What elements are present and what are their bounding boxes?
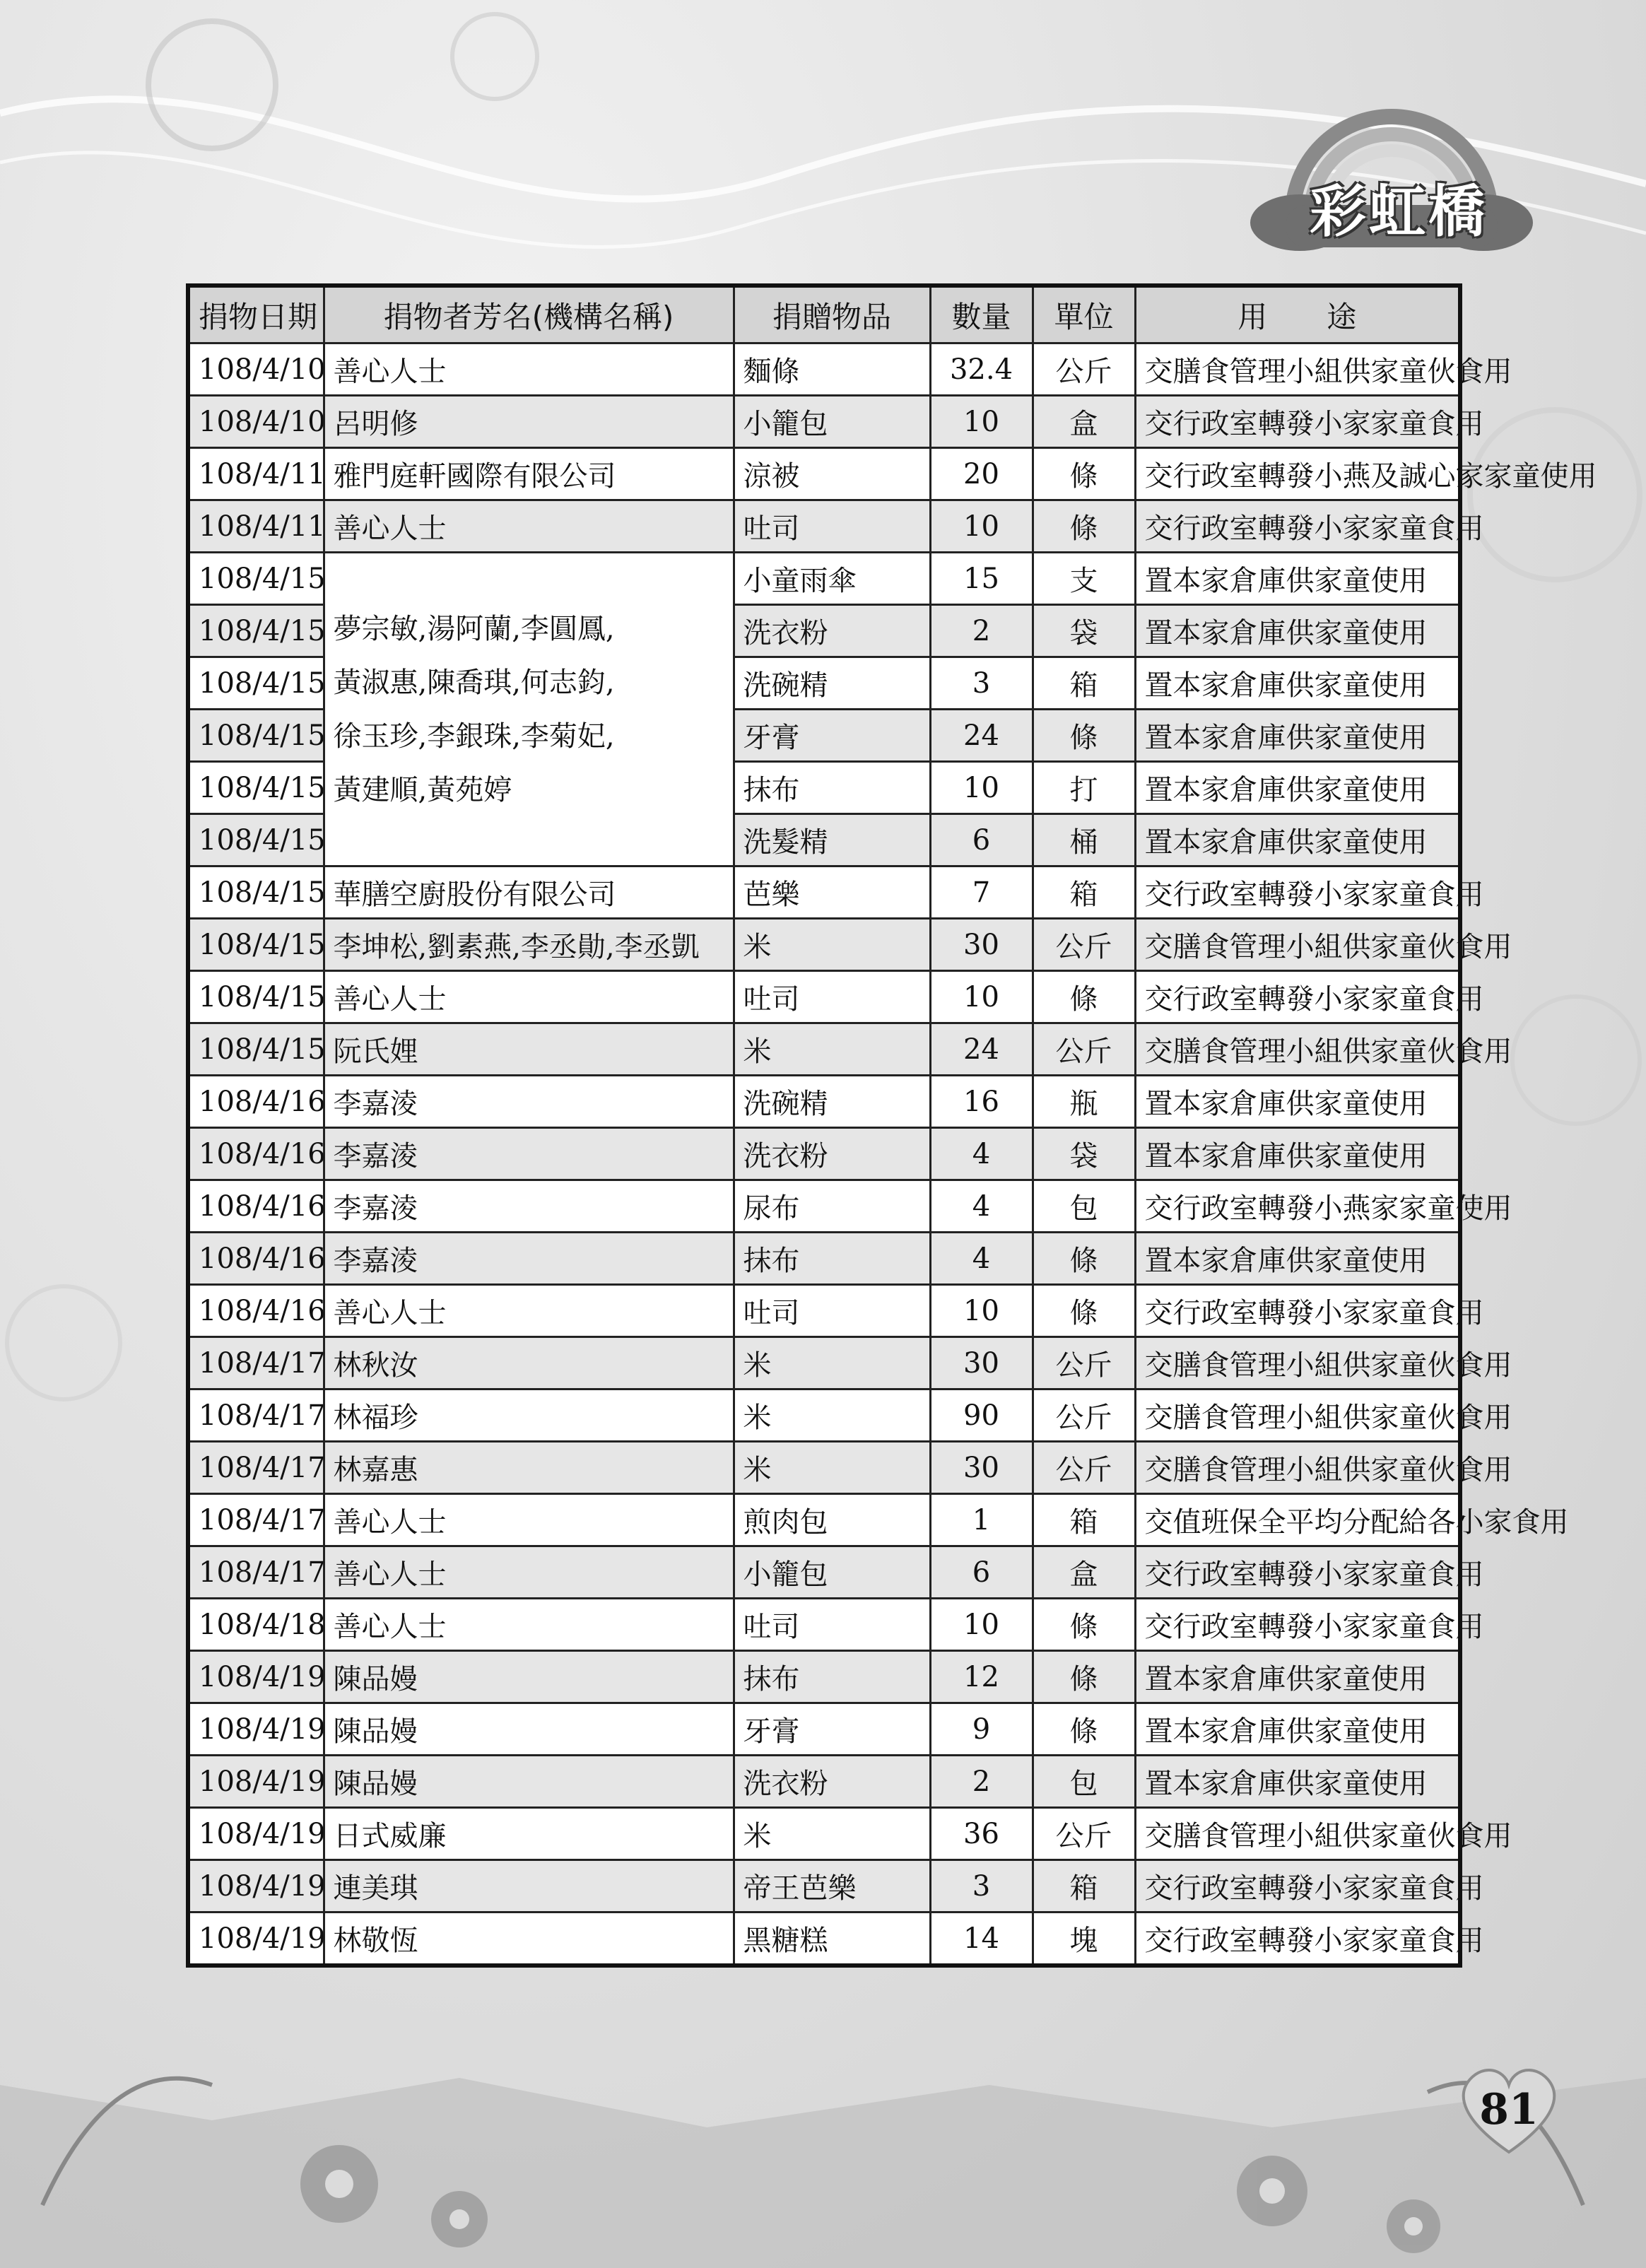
cell-unit: 包 [1033, 1180, 1135, 1233]
cell-donor: 林敬恆 [324, 1912, 734, 1966]
cell-date: 108/4/17 [188, 1442, 324, 1494]
cell-donor: 林嘉惠 [324, 1442, 734, 1494]
donation-table [186, 283, 1597, 1968]
cell-date: 108/4/19 [188, 1703, 324, 1756]
table-row [188, 396, 1460, 448]
table-row [188, 866, 1460, 919]
cell-item: 小童雨傘 [734, 553, 930, 605]
cell-date: 108/4/16 [188, 1233, 324, 1285]
cell-use: 置本家倉庫供家童使用 [1135, 553, 1460, 605]
cell-donor: 呂明修 [324, 396, 734, 448]
cell-donor: 善心人士 [324, 1285, 734, 1337]
page-number: 81 [1479, 2085, 1539, 2134]
cell-unit: 塊 [1033, 1912, 1135, 1966]
cell-date: 108/4/15 [188, 866, 324, 919]
cell-qty: 2 [930, 605, 1033, 657]
cell-qty: 3 [930, 657, 1033, 710]
table-row [188, 1023, 1460, 1076]
cell-use: 交膳食管理小組供家童伙食用 [1135, 1023, 1460, 1076]
cell-donor-group [324, 553, 734, 866]
cell-use: 交行政室轉發小家家童食用 [1135, 1546, 1460, 1599]
cell-unit: 瓶 [1033, 1076, 1135, 1128]
donor-group-line: 黃淑惠,陳喬琪,何志鈞, [333, 666, 615, 699]
cell-qty: 16 [930, 1076, 1033, 1128]
cell-date: 108/4/17 [188, 1546, 324, 1599]
cell-qty: 36 [930, 1808, 1033, 1860]
cell-donor: 善心人士 [324, 343, 734, 396]
table-row [188, 971, 1460, 1023]
cell-item: 洗衣粉 [734, 1128, 930, 1180]
cell-donor: 林秋汝 [324, 1337, 734, 1389]
header-qty: 數量 [930, 286, 1033, 343]
donor-group-line: 徐玉珍,李銀珠,李菊妃, [333, 719, 615, 753]
cell-use: 交值班保全平均分配給各小家食用 [1135, 1494, 1460, 1546]
cell-qty: 1 [930, 1494, 1033, 1546]
table-row [188, 1285, 1460, 1337]
cell-use: 交膳食管理小組供家童伙食用 [1135, 1389, 1460, 1442]
cell-use: 交行政室轉發小家家童食用 [1135, 866, 1460, 919]
cell-unit: 條 [1033, 1599, 1135, 1651]
cell-unit: 包 [1033, 1756, 1135, 1808]
cell-use: 交行政室轉發小家家童食用 [1135, 1599, 1460, 1651]
cell-donor: 善心人士 [324, 1494, 734, 1546]
cell-donor: 雅門庭軒國際有限公司 [324, 448, 734, 500]
table-body [188, 343, 1597, 1966]
cell-date: 108/4/15 [188, 971, 324, 1023]
cell-item: 洗碗精 [734, 1076, 930, 1128]
cell-unit: 袋 [1033, 1128, 1135, 1180]
cell-use: 交行政室轉發小家家童食用 [1135, 1912, 1460, 1966]
cell-unit: 條 [1033, 500, 1135, 553]
cell-item: 米 [734, 1389, 930, 1442]
cell-use: 交膳食管理小組供家童伙食用 [1135, 1442, 1460, 1494]
cell-item: 芭樂 [734, 866, 930, 919]
cell-item: 抹布 [734, 762, 930, 814]
cell-date: 108/4/15 [188, 1023, 324, 1076]
cell-unit: 盒 [1033, 396, 1135, 448]
cell-unit: 公斤 [1033, 1337, 1135, 1389]
cell-item: 煎肉包 [734, 1494, 930, 1546]
table-row [188, 1703, 1460, 1756]
cell-use: 置本家倉庫供家童使用 [1135, 762, 1460, 814]
cell-item: 小籠包 [734, 396, 930, 448]
cell-item: 吐司 [734, 971, 930, 1023]
cell-item: 米 [734, 1442, 930, 1494]
cell-date: 108/4/11 [188, 448, 324, 500]
cell-item: 抹布 [734, 1233, 930, 1285]
cell-use: 置本家倉庫供家童使用 [1135, 710, 1460, 762]
cell-item: 米 [734, 1337, 930, 1389]
cell-donor: 善心人士 [324, 1546, 734, 1599]
cell-item: 吐司 [734, 1285, 930, 1337]
cell-unit: 公斤 [1033, 343, 1135, 396]
cell-unit: 公斤 [1033, 1442, 1135, 1494]
cell-item: 米 [734, 1023, 930, 1076]
cell-qty: 3 [930, 1860, 1033, 1912]
cell-qty: 30 [930, 1442, 1033, 1494]
cell-qty: 10 [930, 762, 1033, 814]
cell-donor: 善心人士 [324, 500, 734, 553]
cell-use: 交膳食管理小組供家童伙食用 [1135, 1808, 1460, 1860]
cell-donor: 日式威廉 [324, 1808, 734, 1860]
cell-date: 108/4/15 [188, 762, 324, 814]
cell-item: 洗髮精 [734, 814, 930, 866]
table-row [188, 1808, 1460, 1860]
cell-unit: 桶 [1033, 814, 1135, 866]
cell-unit: 箱 [1033, 866, 1135, 919]
table-row [188, 343, 1460, 396]
cell-unit: 袋 [1033, 605, 1135, 657]
cell-use: 置本家倉庫供家童使用 [1135, 605, 1460, 657]
cell-use: 交膳食管理小組供家童伙食用 [1135, 1337, 1460, 1389]
cell-date: 108/4/17 [188, 1337, 324, 1389]
cell-qty: 10 [930, 396, 1033, 448]
cell-qty: 9 [930, 1703, 1033, 1756]
header-use: 用 途 [1135, 286, 1460, 343]
cell-item: 洗碗精 [734, 657, 930, 710]
table-row [188, 1128, 1460, 1180]
cell-date: 108/4/17 [188, 1494, 324, 1546]
cell-date: 108/4/15 [188, 553, 324, 605]
cell-qty: 90 [930, 1389, 1033, 1442]
table-row [188, 553, 1460, 605]
cell-use: 置本家倉庫供家童使用 [1135, 1076, 1460, 1128]
cell-unit: 公斤 [1033, 1023, 1135, 1076]
table-row [188, 1651, 1460, 1703]
cell-donor: 李嘉淩 [324, 1076, 734, 1128]
cell-use: 置本家倉庫供家童使用 [1135, 1756, 1460, 1808]
cell-unit: 箱 [1033, 1860, 1135, 1912]
cell-donor: 陳品嫚 [324, 1651, 734, 1703]
cell-date: 108/4/16 [188, 1180, 324, 1233]
cell-date: 108/4/16 [188, 1076, 324, 1128]
cell-use: 交行政室轉發小燕及誠心家家童使用 [1135, 448, 1460, 500]
cell-date: 108/4/15 [188, 919, 324, 971]
cell-date: 108/4/19 [188, 1756, 324, 1808]
cell-unit: 箱 [1033, 1494, 1135, 1546]
header-date: 捐物日期 [188, 286, 324, 343]
cell-use: 交行政室轉發小家家童食用 [1135, 396, 1460, 448]
cell-qty: 14 [930, 1912, 1033, 1966]
cell-donor: 阮氏娌 [324, 1023, 734, 1076]
cell-donor: 陳品嫚 [324, 1756, 734, 1808]
cell-date: 108/4/19 [188, 1651, 324, 1703]
cell-date: 108/4/16 [188, 1128, 324, 1180]
cell-date: 108/4/19 [188, 1808, 324, 1860]
cell-qty: 6 [930, 814, 1033, 866]
cell-use: 置本家倉庫供家童使用 [1135, 814, 1460, 866]
cell-donor: 陳品嫚 [324, 1703, 734, 1756]
cell-donor: 善心人士 [324, 1599, 734, 1651]
cell-qty: 30 [930, 1337, 1033, 1389]
cell-item: 吐司 [734, 500, 930, 553]
cell-unit: 條 [1033, 971, 1135, 1023]
table-row [188, 1442, 1460, 1494]
cell-date: 108/4/15 [188, 814, 324, 866]
cell-qty: 4 [930, 1180, 1033, 1233]
cell-qty: 10 [930, 1599, 1033, 1651]
cell-use: 置本家倉庫供家童使用 [1135, 1703, 1460, 1756]
cell-unit: 條 [1033, 1703, 1135, 1756]
cell-use: 交行政室轉發小家家童食用 [1135, 1285, 1460, 1337]
cell-item: 洗衣粉 [734, 605, 930, 657]
table-row [188, 1076, 1460, 1128]
cell-qty: 24 [930, 710, 1033, 762]
logo-text: 彩虹橋 [1310, 179, 1488, 245]
cell-donor: 華膳空廚股份有限公司 [324, 866, 734, 919]
table-row [188, 1599, 1460, 1651]
cell-unit: 公斤 [1033, 919, 1135, 971]
cell-date: 108/4/18 [188, 1599, 324, 1651]
cell-date: 108/4/16 [188, 1285, 324, 1337]
cell-donor: 李嘉淩 [324, 1128, 734, 1180]
cell-qty: 20 [930, 448, 1033, 500]
cell-qty: 32.4 [930, 343, 1033, 396]
cell-qty: 30 [930, 919, 1033, 971]
cell-unit: 箱 [1033, 657, 1135, 710]
cell-use: 交行政室轉發小燕家家童使用 [1135, 1180, 1460, 1233]
cell-use: 置本家倉庫供家童使用 [1135, 1651, 1460, 1703]
cell-unit: 公斤 [1033, 1808, 1135, 1860]
cell-donor: 李嘉淩 [324, 1233, 734, 1285]
cell-date: 108/4/19 [188, 1912, 324, 1966]
table-header-row [188, 286, 1460, 343]
cell-item: 吐司 [734, 1599, 930, 1651]
cell-date: 108/4/15 [188, 710, 324, 762]
cell-item: 牙膏 [734, 1703, 930, 1756]
cell-unit: 條 [1033, 1285, 1135, 1337]
table-row [188, 1337, 1460, 1389]
cell-qty: 12 [930, 1651, 1033, 1703]
cell-qty: 6 [930, 1546, 1033, 1599]
cell-date: 108/4/17 [188, 1389, 324, 1442]
cell-donor: 林福珍 [324, 1389, 734, 1442]
cell-item: 抹布 [734, 1651, 930, 1703]
cell-item: 尿布 [734, 1180, 930, 1233]
table-row [188, 1389, 1460, 1442]
header-donor: 捐物者芳名(機構名稱) [324, 286, 734, 343]
cell-qty: 24 [930, 1023, 1033, 1076]
cell-item: 小籠包 [734, 1546, 930, 1599]
cell-unit: 條 [1033, 448, 1135, 500]
cell-donor: 連美琪 [324, 1860, 734, 1912]
cell-qty: 4 [930, 1128, 1033, 1180]
table-row [188, 1233, 1460, 1285]
cell-qty: 10 [930, 500, 1033, 553]
cell-item: 洗衣粉 [734, 1756, 930, 1808]
cell-item: 米 [734, 1808, 930, 1860]
cell-qty: 2 [930, 1756, 1033, 1808]
table-row [188, 1756, 1460, 1808]
cell-unit: 條 [1033, 1233, 1135, 1285]
cell-use: 交行政室轉發小家家童食用 [1135, 500, 1460, 553]
cell-date: 108/4/15 [188, 657, 324, 710]
table-row [188, 1860, 1460, 1912]
cell-item: 黑糖糕 [734, 1912, 930, 1966]
cell-use: 置本家倉庫供家童使用 [1135, 1233, 1460, 1285]
header-unit: 單位 [1033, 286, 1135, 343]
cell-unit: 條 [1033, 1651, 1135, 1703]
cell-date: 108/4/15 [188, 605, 324, 657]
cell-unit: 支 [1033, 553, 1135, 605]
cell-date: 108/4/10 [188, 343, 324, 396]
cell-use: 置本家倉庫供家童使用 [1135, 1128, 1460, 1180]
cell-donor: 李嘉淩 [324, 1180, 734, 1233]
cell-qty: 15 [930, 553, 1033, 605]
cell-item: 米 [734, 919, 930, 971]
table-row [188, 448, 1460, 500]
cell-qty: 10 [930, 1285, 1033, 1337]
cell-use: 交行政室轉發小家家童食用 [1135, 971, 1460, 1023]
cell-date: 108/4/10 [188, 396, 324, 448]
cell-date: 108/4/19 [188, 1860, 324, 1912]
cell-unit: 公斤 [1033, 1389, 1135, 1442]
cell-date: 108/4/11 [188, 500, 324, 553]
table-row [188, 1546, 1460, 1599]
cell-qty: 7 [930, 866, 1033, 919]
donor-group-line: 黃建順,黃苑婷 [333, 773, 512, 806]
cell-use: 交行政室轉發小家家童食用 [1135, 1860, 1460, 1912]
table-row [188, 500, 1460, 553]
cell-unit: 條 [1033, 710, 1135, 762]
table-row [188, 919, 1460, 971]
table-row [188, 1180, 1460, 1233]
table-row [188, 1912, 1460, 1966]
cell-item: 牙膏 [734, 710, 930, 762]
cell-donor: 善心人士 [324, 971, 734, 1023]
cell-item: 涼被 [734, 448, 930, 500]
cell-item: 帝王芭樂 [734, 1860, 930, 1912]
cell-donor: 李坤松,劉素燕,李丞勛,李丞凱 [324, 919, 734, 971]
cell-qty: 4 [930, 1233, 1033, 1285]
cell-unit: 打 [1033, 762, 1135, 814]
cell-unit: 盒 [1033, 1546, 1135, 1599]
header-item: 捐贈物品 [734, 286, 930, 343]
cell-item: 麵條 [734, 343, 930, 396]
donor-group-line: 夢宗敏,湯阿蘭,李圓鳳, [333, 612, 615, 645]
cell-use: 置本家倉庫供家童使用 [1135, 657, 1460, 710]
table-row [188, 1494, 1460, 1546]
cell-use: 交膳食管理小組供家童伙食用 [1135, 919, 1460, 971]
cell-use: 交膳食管理小組供家童伙食用 [1135, 343, 1460, 396]
cell-qty: 10 [930, 971, 1033, 1023]
